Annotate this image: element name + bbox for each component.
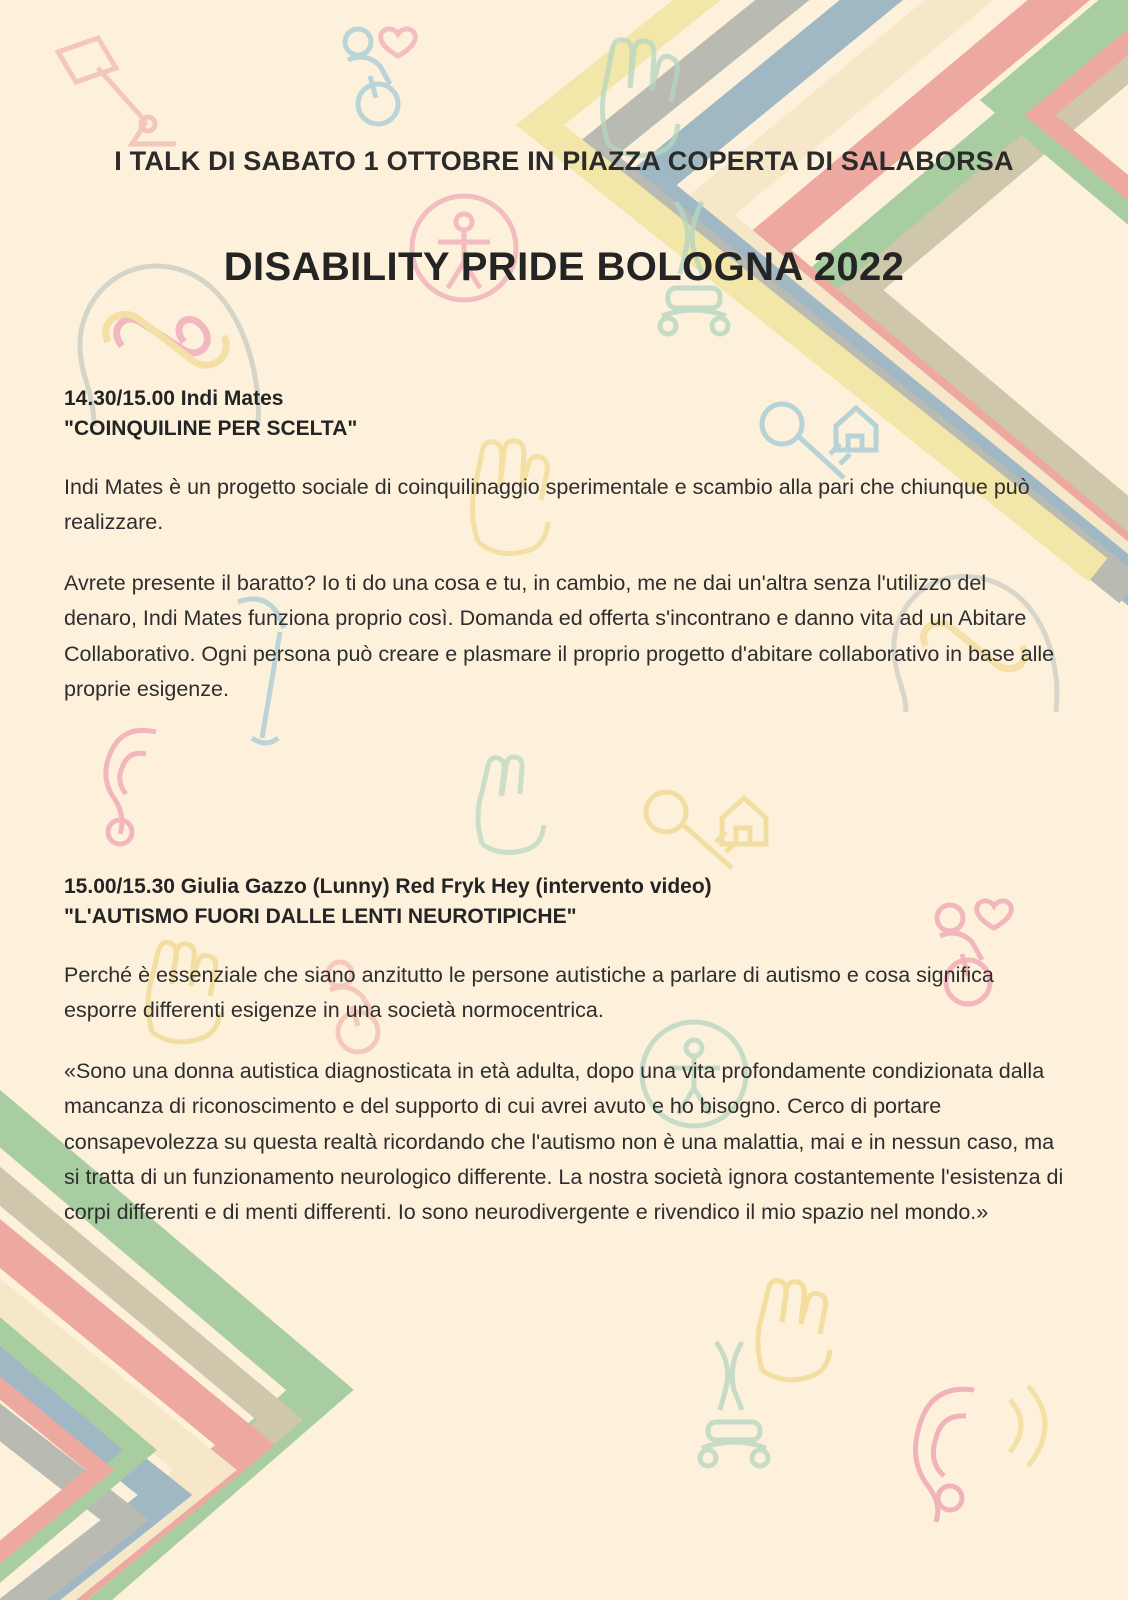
talk-slot-2: 15.00/15.30 Giulia Gazzo (Lunny) Red Fryk Hey (intervento video) <box>64 875 712 898</box>
talk-title-1: "COINQUILINE PER SCELTA" <box>64 416 358 440</box>
page-title: DISABILITY PRIDE BOLOGNA 2022 <box>223 244 905 289</box>
poster-kicker: I TALK DI SABATO 1 OTTOBRE IN PIAZZA COPERTA DI SALABORSA <box>114 146 1014 176</box>
talk-block-2 <box>64 872 1064 1230</box>
talk-slot-1: 14.30/15.00 Indi Mates <box>64 387 284 410</box>
talk-paragraph: Indi Mates è un progetto sociale di coinquilinaggio sperimentale e scambio alla pari che chiunque può realizzare. <box>64 474 1030 534</box>
talk-block-1 <box>64 384 1064 707</box>
talk-paragraph: «Sono una donna autistica diagnosticata in età adulta, dopo una vita profondamente condizionata dalla mancanza di riconoscimento e del supporto di cui avrei avuto e ho bisogno. Cerco di portare consapevolezza su questa realtà ricordando che l'autismo non è una malattia, mai e in nessun caso, ma si tratta di un funzionamento neurologico differente. La nostra società ignora costantemente l'esistenza di corpi differenti e di menti differenti. Io sono neurodivergente e rivendico il mio spazio nel mondo.» <box>64 1059 1064 1225</box>
talk-paragraph: Avrete presente il baratto? Io ti do una cosa e tu, in cambio, me ne dai un'altra senza l'utilizzo del denaro, Indi Mates funziona proprio così. Domanda ed offerta s'incontrano e danno vita ad un Abitare Collaborativo. Ogni persona può creare e plasmare il proprio progetto d'abitare collaborativo in base alle proprie esigenze. <box>64 571 1055 701</box>
talk-paragraph: Perché è essenziale che siano anzitutto le persone autistiche a parlare di autismo e cosa significa esporre differenti esigenze in una società normocentrica. <box>64 962 994 1022</box>
talk-title-2: "L'AUTISMO FUORI DALLE LENTI NEUROTIPICHE" <box>64 904 577 928</box>
